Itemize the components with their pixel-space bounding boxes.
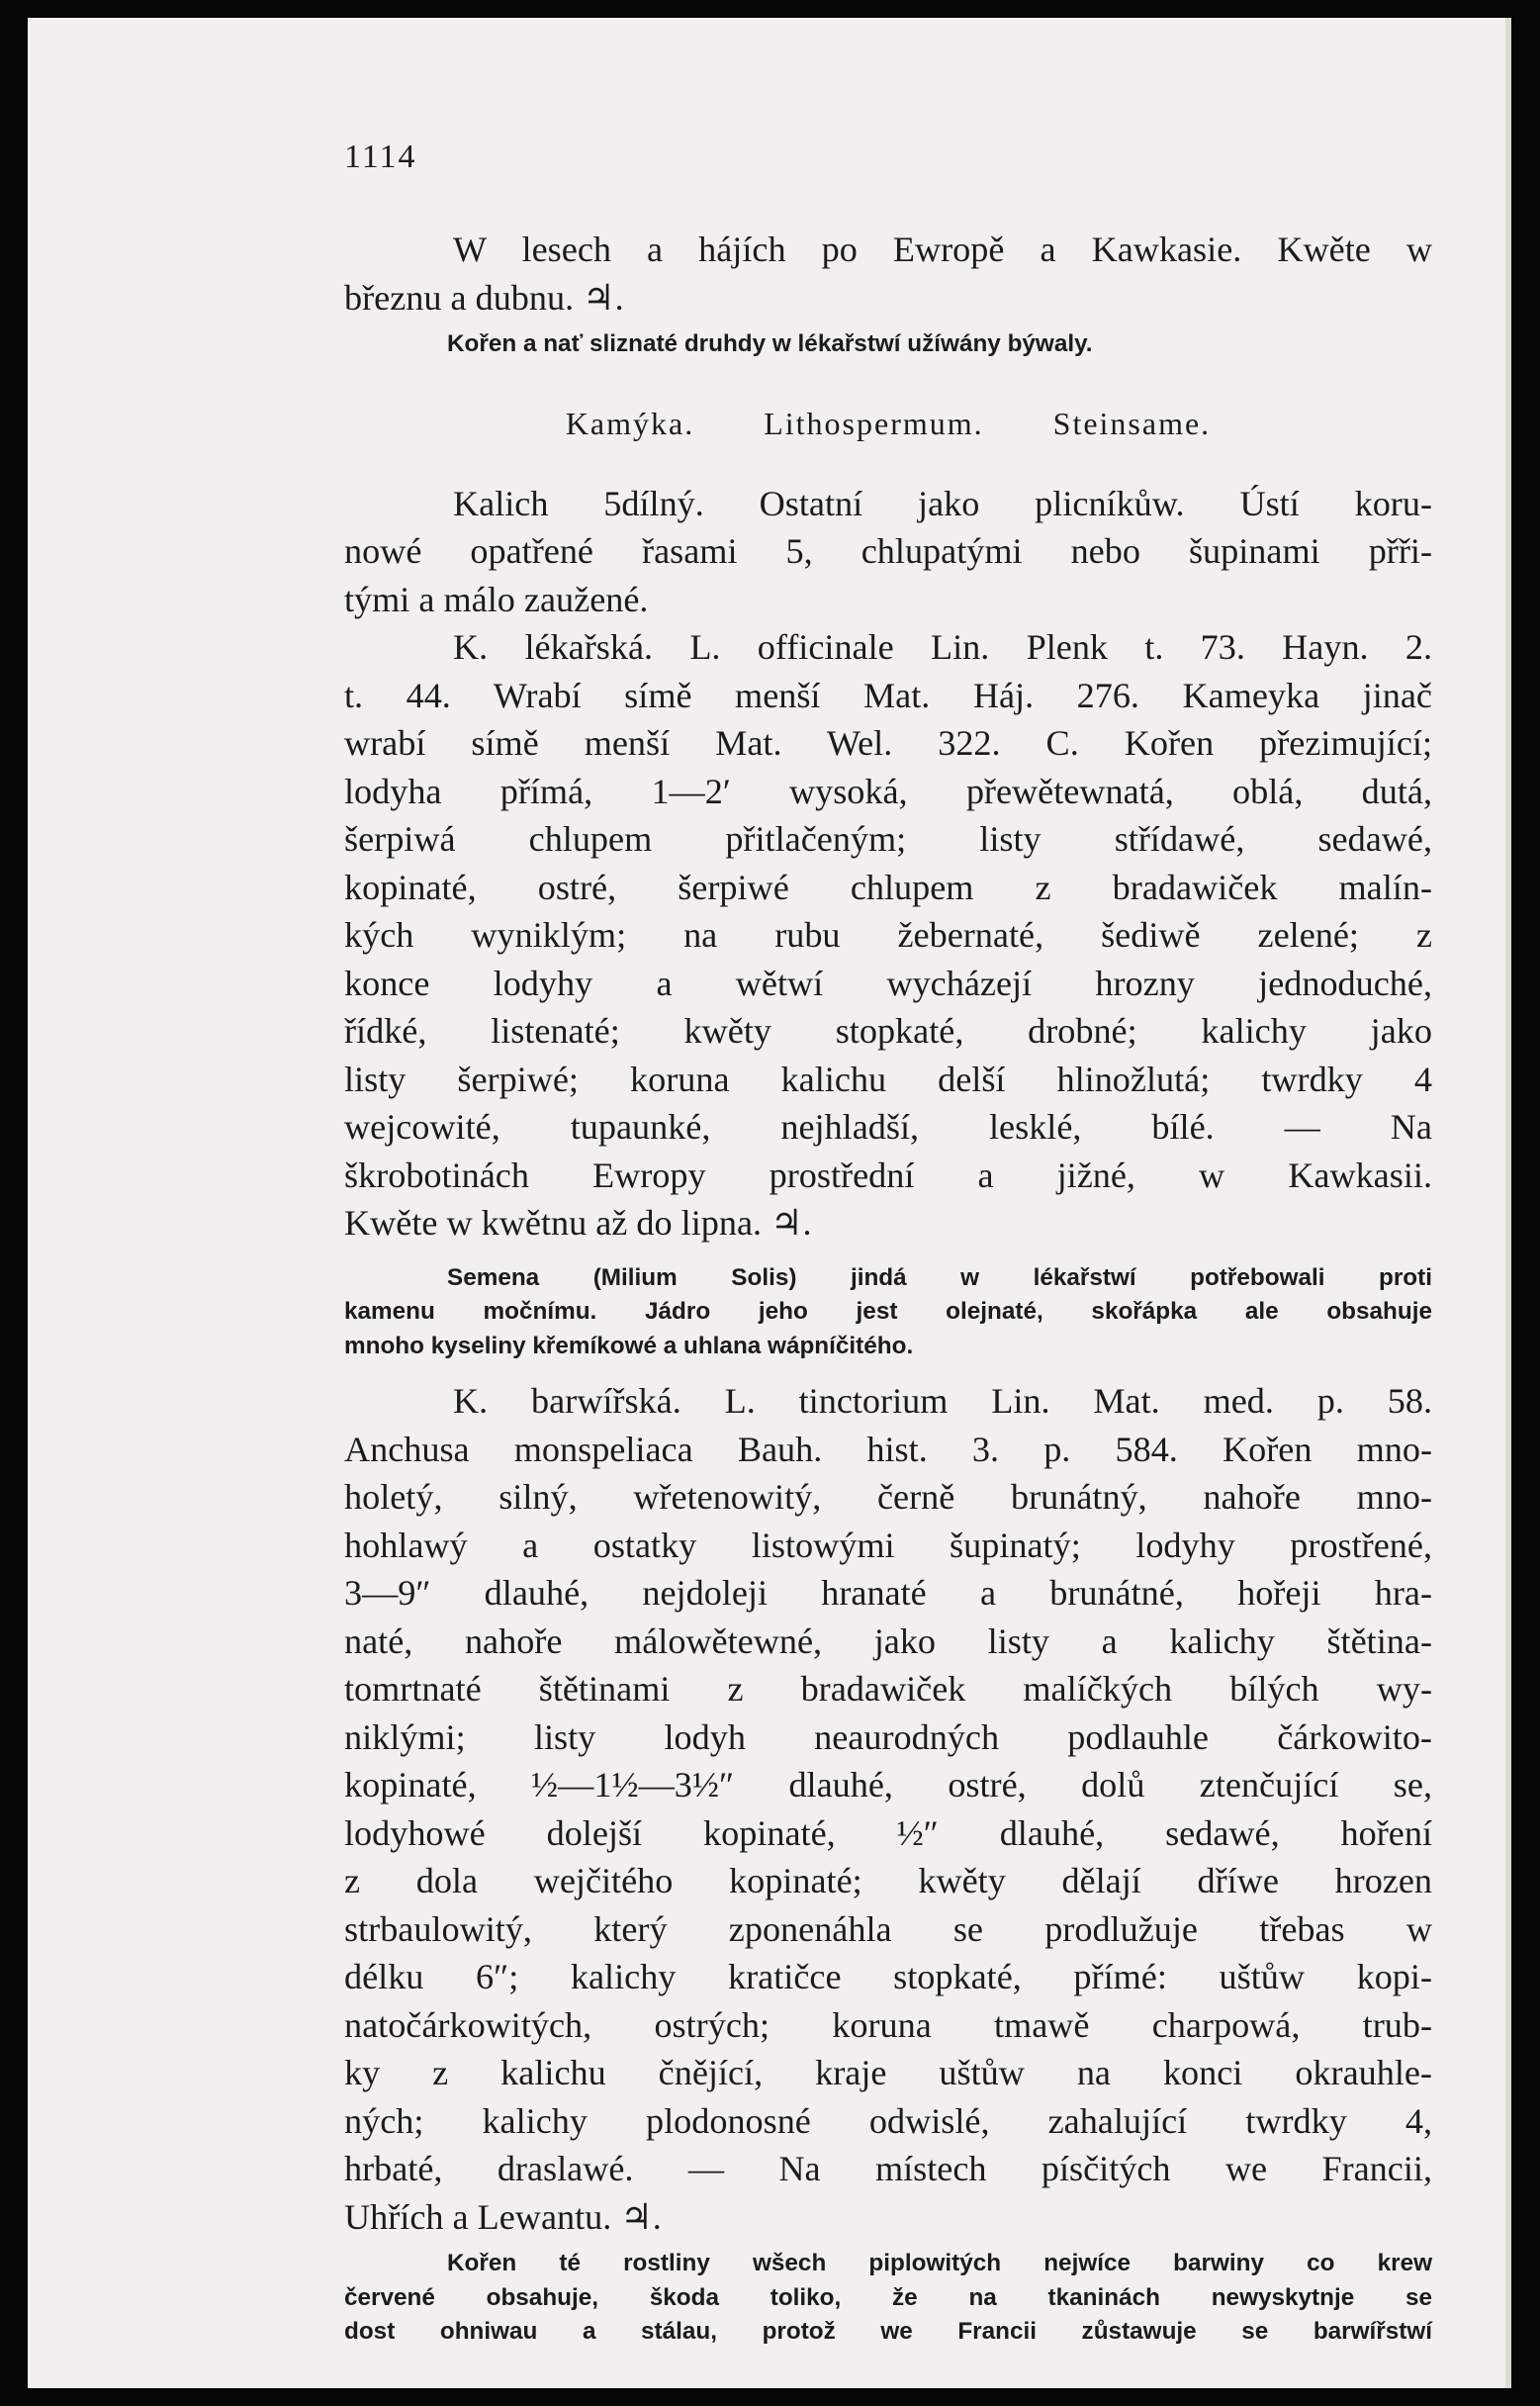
text-line: wrabí símě menší Mat. Wel. 322. C. Kořen přezimující;: [344, 723, 1432, 763]
text-line: z dola wejčitého kopinaté; kwěty dělají dříwe hrozen: [344, 1861, 1432, 1900]
text-line: tomrtnaté štětinami z bradawiček malíčkých bílých wy-: [344, 1669, 1432, 1709]
text-line: hohlawý a ostatky listowými šupinatý; lodyhy prostřené,: [344, 1525, 1432, 1565]
text-line: niklými; listy lodyh neaurodných podlauhle čárkowito-: [344, 1716, 1432, 1757]
text-line: škrobotinách Ewropy prostřední a jižné, w Kawkasii.: [344, 1155, 1432, 1195]
intro-paragraph: [344, 226, 1432, 322]
text-line: březnu a dubnu. ♃.: [344, 277, 624, 318]
species-note-officinale: [344, 1261, 1432, 1364]
text-line: dost ohniwau a stálau, protož we Francii zůstawuje se barwířstwí: [344, 2318, 1432, 2345]
text-line: nowé opatřené řasami 5, chlupatými nebo šupinami přři-: [344, 531, 1432, 571]
text-line: kamenu močnímu. Jádro jeho jest olejnaté, skořápka ale obsahuje: [344, 1298, 1432, 1325]
genus-name-german: Steinsame.: [1052, 405, 1212, 441]
text-line: kých wyniklým; na rubu žebernaté, šediwě zelené; z: [344, 915, 1432, 955]
text-line: lodyha přímá, 1—2′ wysoká, přewětewnatá, oblá, dutá,: [344, 771, 1432, 811]
text-line: K. barwířská. L. tinctorium Lin. Mat. med. p. 58.: [453, 1381, 1432, 1421]
text-line: wejcowité, tupaunké, nejhladší, lesklé, bílé. — Na: [344, 1107, 1432, 1147]
genus-name-latin: Lithospermum.: [764, 405, 984, 441]
text-line: hrbaté, draslawé. — Na místech písčitých we Francii,: [344, 2149, 1432, 2188]
text-line: konce lodyhy a wětwí wycházejí hrozny jednoduché,: [344, 963, 1432, 1003]
species-note-tinctorium: [344, 2247, 1432, 2350]
page-number: 1114: [344, 139, 417, 175]
text-line: Semena (Milium Solis) jindá w lékařstwí potřebowali proti: [447, 1263, 1432, 1291]
text-line: 3—9″ dlauhé, nejdoleji hranaté a brunátné, hořeji hra-: [344, 1573, 1432, 1613]
text-line: Anchusa monspeliaca Bauh. hist. 3. p. 584. Kořen mno-: [344, 1429, 1432, 1469]
intro-note: [344, 327, 1432, 362]
text-line: naté, nahoře málowětewné, jako listy a kalichy štětina-: [344, 1620, 1432, 1661]
text-line: holetý, silný, wřetenowitý, černě brunátný, nahoře mno-: [344, 1477, 1432, 1517]
text-line: t. 44. Wrabí símě menší Mat. Háj. 276. Kameyka jinač: [344, 675, 1432, 715]
text-line: červené obsahuje, škoda toliko, že na tkaninách newyskytnje se: [344, 2283, 1432, 2311]
species-entry-tinctorium: [344, 1377, 1432, 2241]
text-line: Kalich 5dílný. Ostatní jako plicníkůw. Ústí koru-: [453, 483, 1432, 523]
text-line: kopinaté, ostré, šerpiwé chlupem z bradawiček malín-: [344, 867, 1432, 907]
text-line: Kořen a nať sliznaté druhdy w lékařstwí užíwány býwaly.: [447, 330, 1093, 357]
text-line: strbaulowitý, který zponenáhla se prodlužuje třebas w: [344, 1908, 1432, 1949]
genus-description: [344, 480, 1432, 624]
text-line: Kořen té rostliny wšech piplowitých nejwíce barwiny co krew: [447, 2250, 1432, 2276]
text-line: šerpiwá chlupem přitlačeným; listy střídawé, sedawé,: [344, 819, 1432, 859]
text-line: natočárkowitých, ostrých; koruna tmawě charpowá, trub-: [344, 2004, 1432, 2045]
genus-name-czech: Kamýka.: [565, 405, 695, 441]
text-line: mnoho kyseliny křemíkowé a uhlana wápníčitého.: [344, 1332, 914, 1359]
text-line: řídké, listenaté; kwěty stopkaté, drobné; kalichy jako: [344, 1011, 1432, 1051]
text-line: tými a málo zaužené.: [344, 579, 649, 619]
page-content: [344, 139, 1432, 2350]
text-line: Uhřích a Lewantu. ♃.: [344, 2196, 662, 2237]
text-line: listy šerpiwé; koruna kalichu delší hlinožlutá; twrdky 4: [344, 1059, 1432, 1099]
genus-heading: [344, 406, 1432, 442]
book-page: [28, 18, 1511, 2388]
text-line: ných; kalichy plodonosné odwislé, zahalující twrdky 4,: [344, 2100, 1432, 2141]
text-line: lodyhowé dolejší kopinaté, ½″ dlauhé, sedawé, hoření: [344, 1812, 1432, 1853]
text-line: délku 6″; kalichy kratičce stopkaté, přímé: uštůw kopi-: [344, 1957, 1432, 1996]
text-line: kopinaté, ½—1½—3½″ dlauhé, ostré, dolů ztenčující se,: [344, 1765, 1432, 1804]
text-line: ky z kalichu čnějící, kraje uštůw na konci okrauhle-: [344, 2053, 1432, 2092]
species-entry-officinale: [344, 623, 1432, 1248]
text-line: Kwěte w kwětnu až do lipna. ♃.: [344, 1203, 812, 1243]
text-line: K. lékařská. L. officinale Lin. Plenk t. 73. Hayn. 2.: [453, 627, 1432, 667]
text-line: W lesech a hájích po Ewropě a Kawkasie. Kwěte w: [453, 230, 1432, 269]
